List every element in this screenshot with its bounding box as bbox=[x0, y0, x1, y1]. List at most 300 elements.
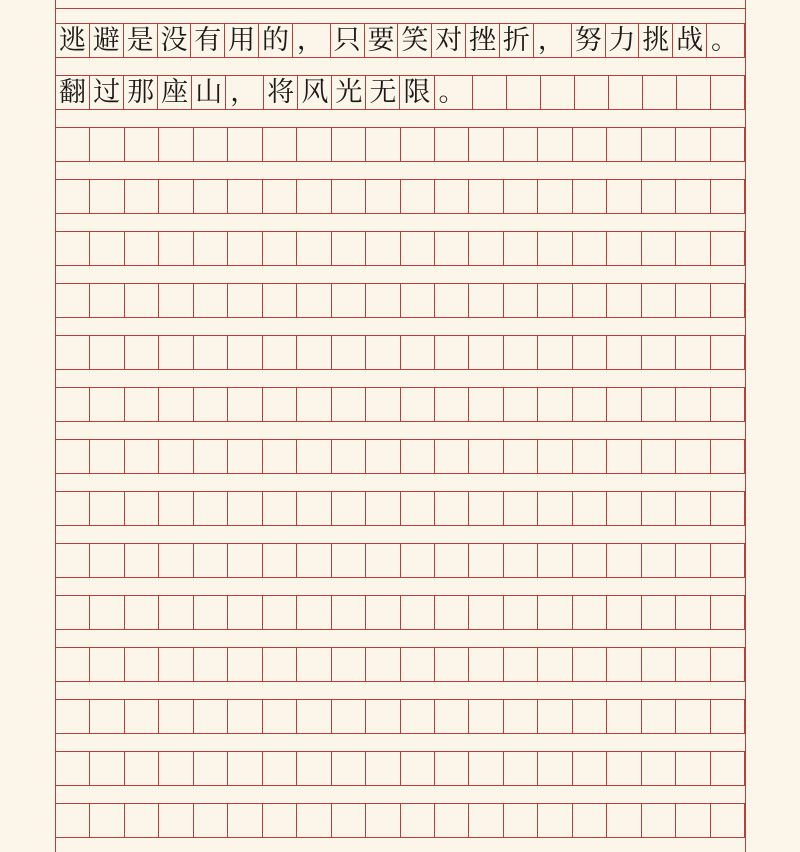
grid-cell bbox=[469, 752, 503, 785]
grid-cell bbox=[573, 752, 607, 785]
grid-cell: 无 bbox=[366, 76, 400, 109]
grid-cell bbox=[573, 440, 607, 473]
grid-cell bbox=[228, 128, 262, 161]
grid-cell bbox=[676, 544, 710, 577]
grid-cell: 座 bbox=[158, 76, 192, 109]
grid-cell bbox=[228, 180, 262, 213]
grid-cell bbox=[90, 648, 124, 681]
grid-cell bbox=[263, 284, 297, 317]
grid-cell bbox=[538, 180, 572, 213]
grid-cell: 只 bbox=[331, 24, 365, 57]
grid-cell bbox=[469, 700, 503, 733]
grid-cell bbox=[435, 440, 469, 473]
grid-cell: 要 bbox=[365, 24, 399, 57]
grid-cell bbox=[332, 700, 366, 733]
grid-cell bbox=[125, 596, 159, 629]
grid-row bbox=[55, 595, 745, 630]
grid-cell: 力 bbox=[606, 24, 640, 57]
grid-cell: 逃 bbox=[56, 24, 90, 57]
grid-cell bbox=[159, 544, 193, 577]
grid-cell bbox=[607, 284, 641, 317]
grid-cell bbox=[676, 752, 710, 785]
grid-cell bbox=[401, 700, 435, 733]
grid-cell bbox=[435, 128, 469, 161]
grid-cell bbox=[401, 128, 435, 161]
grid-cell bbox=[263, 128, 297, 161]
grid-cell bbox=[469, 180, 503, 213]
grid-cell bbox=[607, 128, 641, 161]
grid-cell bbox=[401, 804, 435, 837]
grid-cell bbox=[263, 336, 297, 369]
grid-cell bbox=[538, 336, 572, 369]
grid-cell bbox=[228, 596, 262, 629]
grid-cell bbox=[435, 648, 469, 681]
grid-cell bbox=[159, 440, 193, 473]
grid-cell bbox=[332, 804, 366, 837]
grid-cell bbox=[642, 544, 676, 577]
grid-cell bbox=[435, 804, 469, 837]
grid-cell bbox=[676, 648, 710, 681]
grid-cell: 将 bbox=[264, 76, 298, 109]
grid-cell bbox=[56, 232, 90, 265]
grid-cell bbox=[228, 492, 262, 525]
grid-cell bbox=[401, 544, 435, 577]
grid-cell bbox=[332, 648, 366, 681]
grid-cell bbox=[194, 232, 228, 265]
grid-cell bbox=[607, 232, 641, 265]
grid-cell bbox=[366, 492, 400, 525]
grid-cell bbox=[607, 180, 641, 213]
sheet-border-top bbox=[55, 8, 746, 9]
grid-cell bbox=[56, 492, 90, 525]
grid-cell: 努 bbox=[572, 24, 606, 57]
grid-cell bbox=[676, 700, 710, 733]
grid-cell bbox=[297, 700, 331, 733]
grid-cell bbox=[125, 544, 159, 577]
grid-cell bbox=[643, 76, 677, 109]
grid-cell bbox=[401, 596, 435, 629]
grid-cell bbox=[435, 232, 469, 265]
grid-cell: 山 bbox=[192, 76, 226, 109]
grid-cell bbox=[401, 440, 435, 473]
grid-cell bbox=[711, 440, 744, 473]
grid-cell bbox=[90, 232, 124, 265]
grid-cell bbox=[228, 544, 262, 577]
grid-cell bbox=[228, 388, 262, 421]
grid-row bbox=[55, 231, 745, 266]
grid-cell bbox=[538, 752, 572, 785]
grid-cell bbox=[507, 76, 541, 109]
grid-cell bbox=[711, 76, 744, 109]
grid-cell bbox=[642, 648, 676, 681]
grid-cell bbox=[711, 700, 744, 733]
grid-cell: 用 bbox=[225, 24, 259, 57]
grid-cell bbox=[159, 804, 193, 837]
grid-cell bbox=[194, 804, 228, 837]
grid-cell bbox=[366, 752, 400, 785]
grid-cell bbox=[159, 492, 193, 525]
grid-cell bbox=[469, 284, 503, 317]
grid-cell bbox=[297, 596, 331, 629]
grid-cell bbox=[469, 648, 503, 681]
grid-cell bbox=[159, 648, 193, 681]
grid-cell bbox=[435, 492, 469, 525]
grid-cell bbox=[711, 596, 744, 629]
grid-cell bbox=[297, 128, 331, 161]
grid-cell bbox=[573, 492, 607, 525]
grid-cell bbox=[435, 284, 469, 317]
grid-cell bbox=[263, 544, 297, 577]
grid-cell bbox=[194, 440, 228, 473]
grid-cell: 光 bbox=[332, 76, 366, 109]
grid-cell bbox=[469, 804, 503, 837]
grid-cell bbox=[90, 596, 124, 629]
grid-cell bbox=[573, 232, 607, 265]
grid-cell bbox=[159, 284, 193, 317]
grid-cell bbox=[159, 700, 193, 733]
grid-cell bbox=[573, 388, 607, 421]
grid-cell bbox=[194, 180, 228, 213]
grid-cell bbox=[297, 388, 331, 421]
grid-cell: 。 bbox=[435, 76, 473, 109]
grid-cell bbox=[56, 804, 90, 837]
grid-cell bbox=[228, 232, 262, 265]
grid-cell bbox=[125, 284, 159, 317]
grid-cell bbox=[366, 544, 400, 577]
grid-cell bbox=[194, 492, 228, 525]
grid-cell bbox=[573, 336, 607, 369]
grid-cell bbox=[228, 336, 262, 369]
grid-cell bbox=[711, 180, 744, 213]
grid-cell bbox=[573, 648, 607, 681]
grid-cell bbox=[609, 76, 643, 109]
grid-cell bbox=[642, 128, 676, 161]
grid-cell bbox=[401, 492, 435, 525]
grid-cell bbox=[159, 232, 193, 265]
grid-cell bbox=[332, 596, 366, 629]
grid-cell bbox=[194, 648, 228, 681]
grid-cell bbox=[435, 596, 469, 629]
grid-cell bbox=[332, 232, 366, 265]
grid-cell bbox=[56, 544, 90, 577]
grid-cell bbox=[332, 388, 366, 421]
grid-cell bbox=[263, 596, 297, 629]
grid-cell bbox=[194, 700, 228, 733]
grid-cell bbox=[711, 336, 744, 369]
grid-cell bbox=[435, 180, 469, 213]
grid-cell: ， bbox=[293, 24, 331, 57]
grid-cell: 挑 bbox=[639, 24, 673, 57]
grid-cell bbox=[642, 232, 676, 265]
grid-cell bbox=[401, 284, 435, 317]
grid-cell bbox=[469, 544, 503, 577]
grid-cell bbox=[332, 284, 366, 317]
grid-cell bbox=[607, 492, 641, 525]
grid-cell bbox=[607, 752, 641, 785]
grid-cell bbox=[538, 648, 572, 681]
grid-cell bbox=[504, 336, 538, 369]
grid-cell bbox=[297, 804, 331, 837]
grid-cell: 限 bbox=[400, 76, 434, 109]
grid-cell bbox=[125, 128, 159, 161]
grid-cell: 有 bbox=[191, 24, 225, 57]
grid-row bbox=[55, 387, 745, 422]
grid-cell bbox=[573, 128, 607, 161]
grid-cell bbox=[228, 752, 262, 785]
grid-cell bbox=[366, 128, 400, 161]
grid-cell bbox=[538, 544, 572, 577]
grid-cell bbox=[538, 596, 572, 629]
grid-cell bbox=[263, 752, 297, 785]
grid-cell bbox=[332, 544, 366, 577]
grid-cell bbox=[435, 388, 469, 421]
grid-cell bbox=[504, 752, 538, 785]
grid-cell bbox=[573, 700, 607, 733]
grid-cell bbox=[573, 596, 607, 629]
grid-cell bbox=[125, 336, 159, 369]
grid-cell bbox=[538, 804, 572, 837]
grid-cell bbox=[90, 336, 124, 369]
grid-cell: 避 bbox=[90, 24, 124, 57]
grid-cell bbox=[297, 752, 331, 785]
grid-cell bbox=[504, 388, 538, 421]
grid-cell bbox=[541, 76, 575, 109]
grid-cell bbox=[676, 804, 710, 837]
grid-cell bbox=[125, 752, 159, 785]
grid-cell bbox=[676, 388, 710, 421]
grid-cell bbox=[711, 648, 744, 681]
grid-cell bbox=[90, 128, 124, 161]
grid-cell bbox=[538, 700, 572, 733]
grid-cell bbox=[159, 336, 193, 369]
grid-cell bbox=[90, 388, 124, 421]
grid-cell bbox=[125, 232, 159, 265]
grid-cell bbox=[56, 440, 90, 473]
grid-cell bbox=[90, 752, 124, 785]
grid-cell bbox=[607, 700, 641, 733]
grid-cell bbox=[228, 284, 262, 317]
grid-cell bbox=[573, 180, 607, 213]
grid-cell bbox=[676, 596, 710, 629]
grid-cell bbox=[538, 232, 572, 265]
grid-cell: ， bbox=[226, 76, 264, 109]
grid-cell bbox=[125, 700, 159, 733]
grid-cell bbox=[125, 492, 159, 525]
grid-cell bbox=[125, 388, 159, 421]
grid-cell bbox=[159, 388, 193, 421]
grid-cell bbox=[263, 232, 297, 265]
grid-cell bbox=[401, 336, 435, 369]
grid-cell bbox=[228, 648, 262, 681]
grid-cell bbox=[56, 284, 90, 317]
grid-row bbox=[55, 491, 745, 526]
grid-cell bbox=[159, 128, 193, 161]
grid-cell bbox=[194, 752, 228, 785]
grid-cell bbox=[263, 648, 297, 681]
grid-cell bbox=[90, 544, 124, 577]
grid-cell bbox=[297, 336, 331, 369]
grid-cell bbox=[297, 492, 331, 525]
grid-cell bbox=[676, 492, 710, 525]
grid-row bbox=[55, 283, 745, 318]
grid-cell bbox=[332, 492, 366, 525]
grid-row bbox=[55, 543, 745, 578]
grid-cell bbox=[435, 544, 469, 577]
grid-cell bbox=[642, 492, 676, 525]
grid-cell bbox=[607, 336, 641, 369]
grid-cell bbox=[538, 284, 572, 317]
grid-cell bbox=[469, 388, 503, 421]
grid-cell bbox=[228, 440, 262, 473]
grid-row bbox=[55, 75, 745, 110]
grid-cell bbox=[642, 180, 676, 213]
grid-cell bbox=[297, 544, 331, 577]
grid-cell: 是 bbox=[124, 24, 158, 57]
grid-cell bbox=[263, 804, 297, 837]
grid-cell bbox=[573, 544, 607, 577]
grid-cell bbox=[676, 440, 710, 473]
grid-cell bbox=[90, 804, 124, 837]
grid-cell bbox=[538, 492, 572, 525]
grid-cell bbox=[228, 700, 262, 733]
grid-cell bbox=[125, 648, 159, 681]
grid-cell bbox=[194, 336, 228, 369]
grid-cell bbox=[538, 128, 572, 161]
grid-cell bbox=[90, 700, 124, 733]
grid-row bbox=[55, 179, 745, 214]
grid-cell bbox=[90, 284, 124, 317]
grid-cell bbox=[263, 492, 297, 525]
grid-cell bbox=[538, 440, 572, 473]
grid-cell bbox=[125, 804, 159, 837]
grid-cell bbox=[504, 284, 538, 317]
grid-cell bbox=[56, 336, 90, 369]
grid-cell bbox=[366, 700, 400, 733]
grid-cell bbox=[573, 804, 607, 837]
grid-cell bbox=[159, 596, 193, 629]
grid-cell: 的 bbox=[259, 24, 293, 57]
grid-cell bbox=[401, 180, 435, 213]
grid-cell bbox=[194, 128, 228, 161]
grid-cell bbox=[504, 128, 538, 161]
grid-cell bbox=[366, 180, 400, 213]
grid-cell bbox=[504, 804, 538, 837]
grid-cell: 战 bbox=[673, 24, 707, 57]
grid-cell bbox=[366, 232, 400, 265]
grid-cell: 翻 bbox=[56, 76, 90, 109]
grid-cell bbox=[469, 440, 503, 473]
grid-cell bbox=[711, 284, 744, 317]
grid-cell bbox=[642, 700, 676, 733]
grid-cell bbox=[711, 388, 744, 421]
grid-cell bbox=[607, 596, 641, 629]
grid-cell bbox=[504, 440, 538, 473]
grid-cell bbox=[194, 544, 228, 577]
grid-cell bbox=[263, 440, 297, 473]
grid-row bbox=[55, 699, 745, 734]
grid-cell bbox=[676, 232, 710, 265]
grid-cell: 。 bbox=[711, 25, 739, 56]
grid-cell bbox=[504, 180, 538, 213]
grid-cell bbox=[90, 180, 124, 213]
grid-cell: 过 bbox=[90, 76, 124, 109]
grid-cell bbox=[56, 128, 90, 161]
grid-cell bbox=[332, 440, 366, 473]
grid-cell bbox=[676, 336, 710, 369]
grid-cell bbox=[469, 596, 503, 629]
grid-cell bbox=[194, 284, 228, 317]
grid-cell bbox=[642, 284, 676, 317]
grid-cell bbox=[504, 232, 538, 265]
grid-cell bbox=[56, 596, 90, 629]
grid-row bbox=[55, 751, 745, 786]
grid-cell bbox=[538, 388, 572, 421]
grid-cell bbox=[607, 804, 641, 837]
grid-cell bbox=[469, 492, 503, 525]
grid-cell bbox=[711, 128, 744, 161]
grid-cell bbox=[642, 752, 676, 785]
grid-cell bbox=[469, 336, 503, 369]
grid-cell bbox=[642, 596, 676, 629]
grid-cell bbox=[401, 388, 435, 421]
grid-cell bbox=[676, 128, 710, 161]
grid-cell bbox=[194, 596, 228, 629]
grid-cell bbox=[56, 700, 90, 733]
grid-cell bbox=[366, 440, 400, 473]
grid-cell bbox=[676, 180, 710, 213]
grid-cell bbox=[401, 648, 435, 681]
grid-cell bbox=[607, 648, 641, 681]
grid-cell bbox=[401, 232, 435, 265]
grid-cell bbox=[366, 388, 400, 421]
grid-cell bbox=[435, 336, 469, 369]
grid-cell bbox=[435, 700, 469, 733]
grid-cell: 对 bbox=[432, 24, 466, 57]
grid-cell bbox=[607, 388, 641, 421]
grid-cell bbox=[607, 440, 641, 473]
grid-cell bbox=[504, 596, 538, 629]
grid-cell bbox=[366, 804, 400, 837]
grid-cell bbox=[366, 336, 400, 369]
sheet-border-right bbox=[745, 0, 746, 852]
grid-cell bbox=[573, 284, 607, 317]
grid-row bbox=[55, 647, 745, 682]
grid-cell bbox=[473, 76, 507, 109]
grid-cell bbox=[366, 648, 400, 681]
grid-cell bbox=[575, 76, 609, 109]
grid-cell bbox=[56, 388, 90, 421]
grid-cell bbox=[56, 180, 90, 213]
grid-cell bbox=[297, 232, 331, 265]
grid-cell bbox=[677, 76, 711, 109]
grid-cell bbox=[228, 804, 262, 837]
grid-cell: ， bbox=[534, 24, 572, 57]
grid-row bbox=[55, 127, 745, 162]
grid-cell bbox=[504, 492, 538, 525]
grid-cell bbox=[711, 804, 744, 837]
grid-cell: 折 bbox=[500, 24, 534, 57]
grid-cell bbox=[642, 804, 676, 837]
grid-cell bbox=[469, 232, 503, 265]
grid-cell bbox=[263, 700, 297, 733]
grid-cell bbox=[435, 752, 469, 785]
grid-cell bbox=[125, 440, 159, 473]
grid-cell bbox=[56, 648, 90, 681]
grid-cell: 笑 bbox=[398, 24, 432, 57]
grid-cell bbox=[504, 700, 538, 733]
grid-cell bbox=[56, 752, 90, 785]
grid-cell bbox=[297, 440, 331, 473]
